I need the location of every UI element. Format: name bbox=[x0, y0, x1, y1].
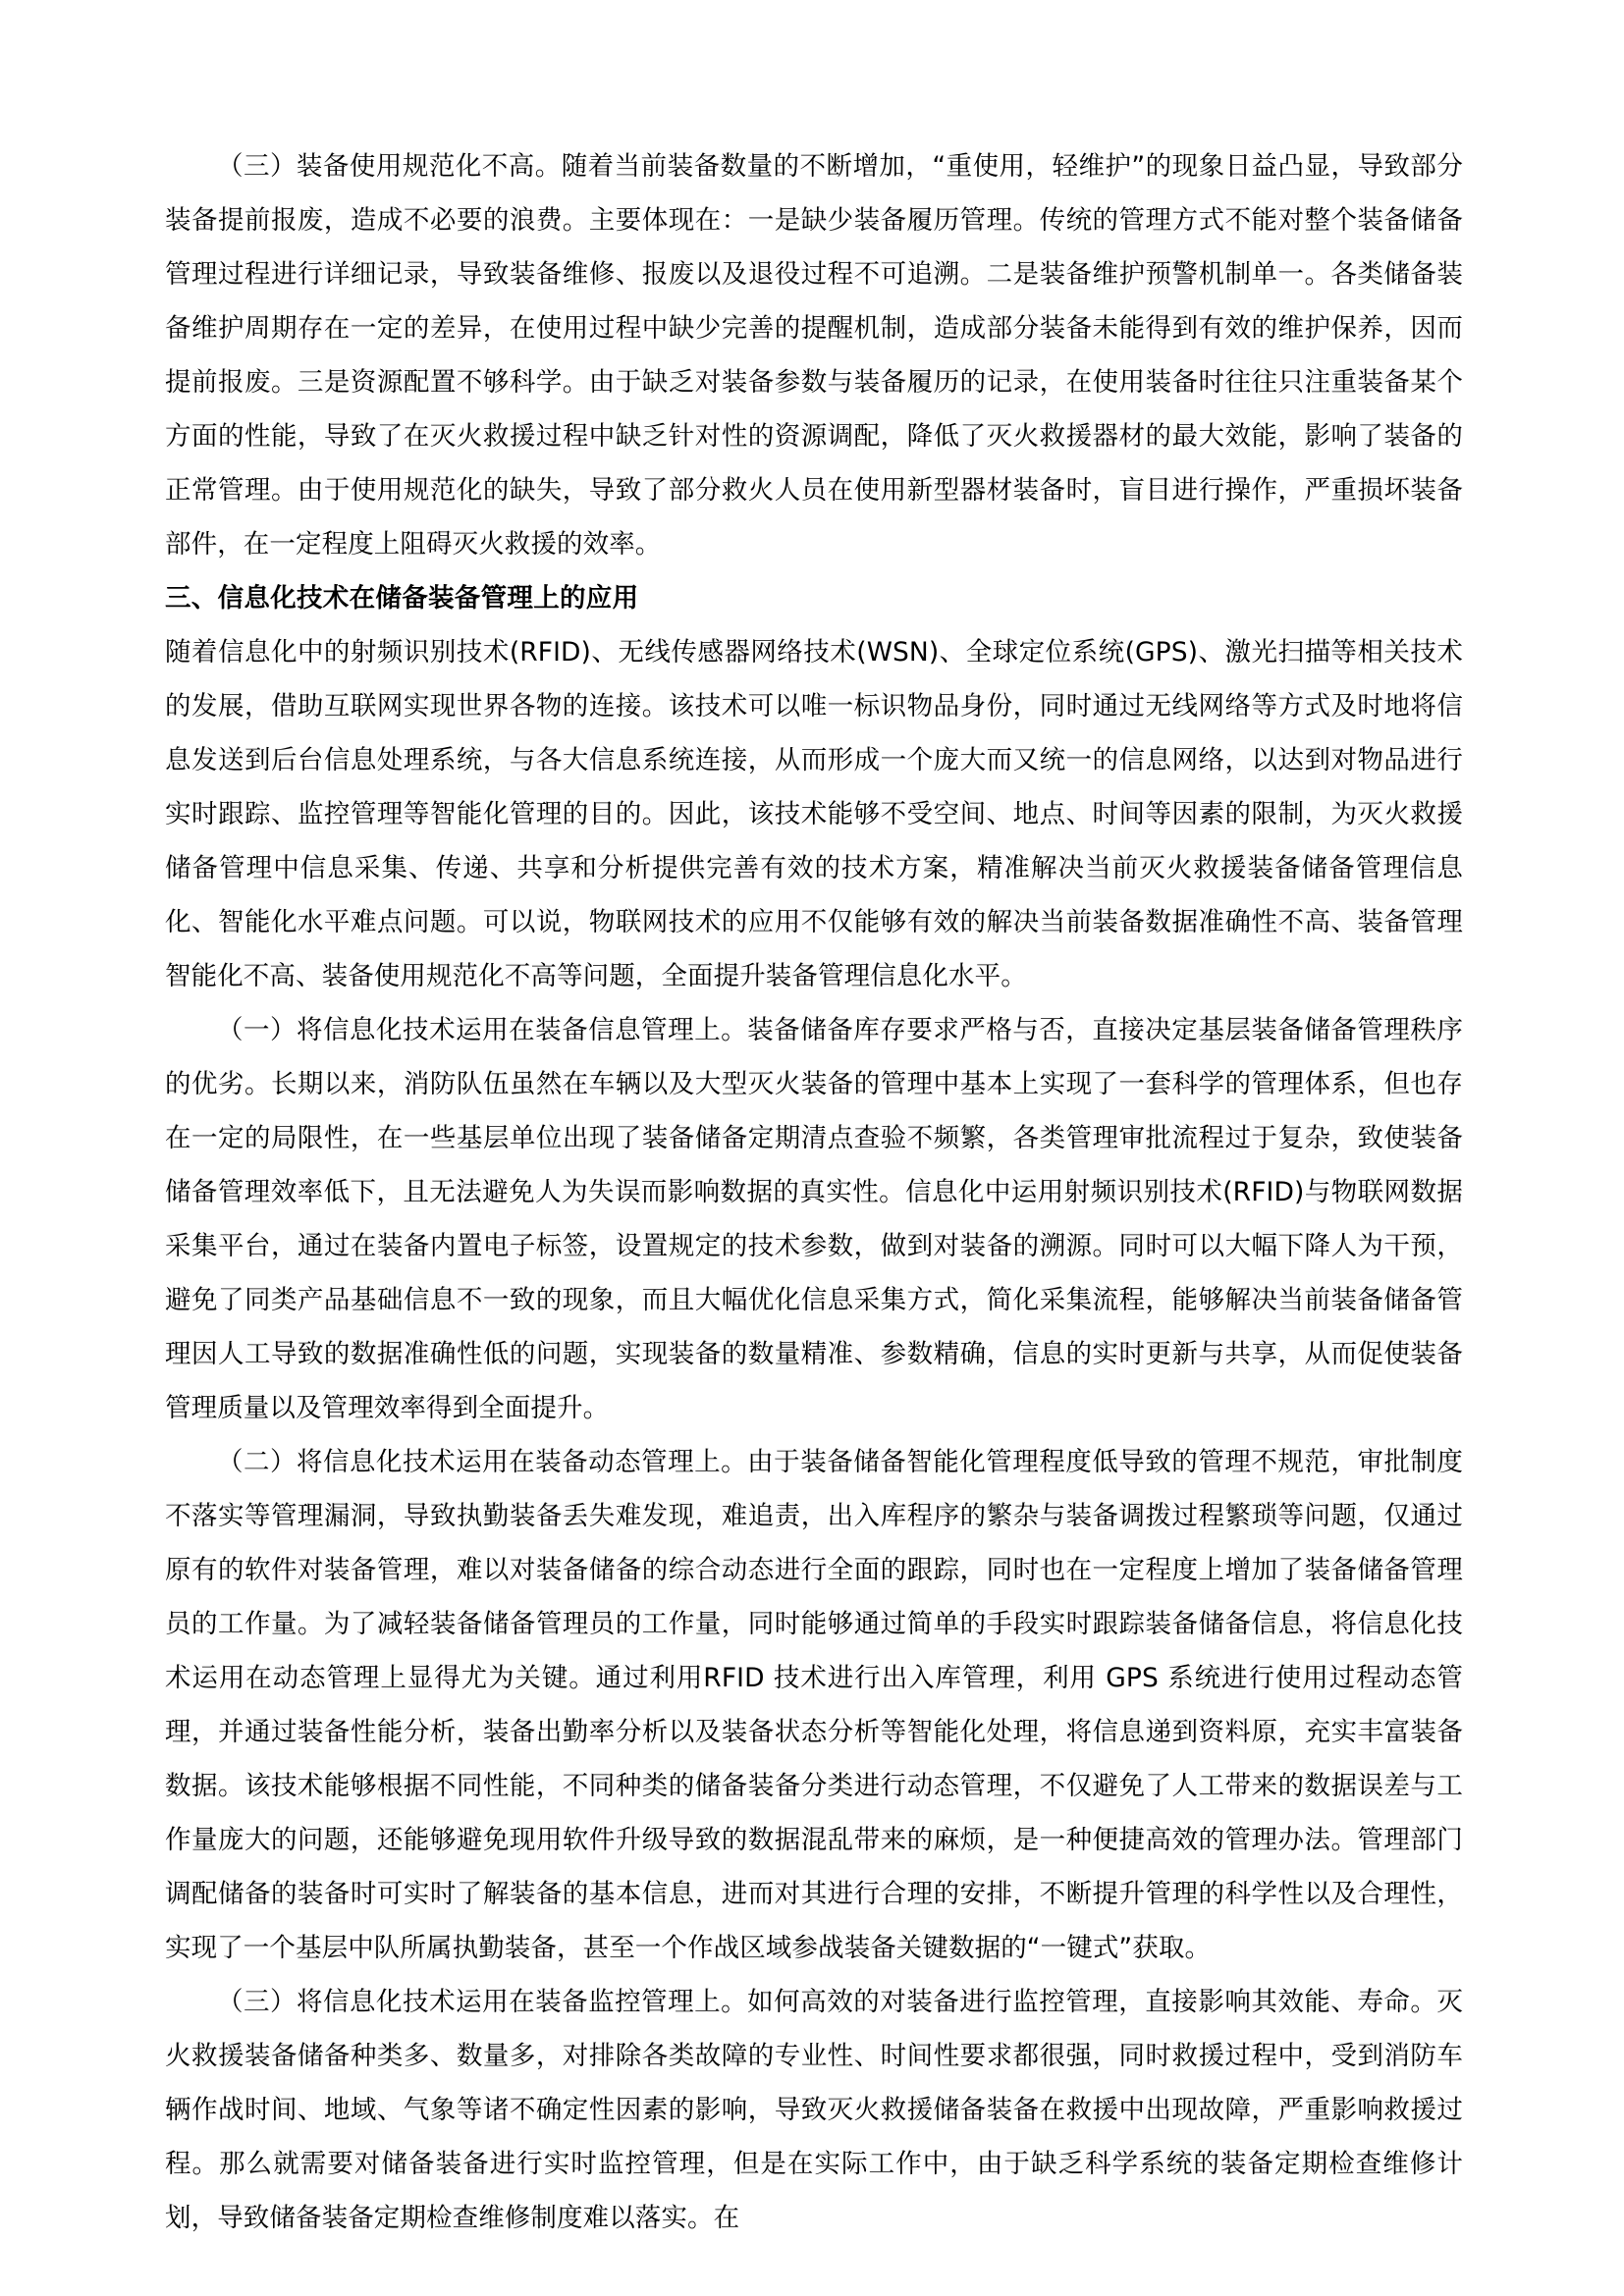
paragraph-sub-one-info-management: （一）将信息化技术运用在装备信息管理上。装备储备库存要求严格与否，直接决定基层装备储备管理秩序的优劣。长期以来，消防队伍虽然在车辆以及大型灭火装备的管理中基本上实现了一套科学的管理体系，但也存在一定的局限性，在一些基层单位出现了装备储备定期清点查验不频繁，各类管理审批流程过于复杂，致使装备储备管理效率低下，且无法避免人为失误而影响数据的真实性。信息化中运用射频识别技术(RFID)与物联网数据采集平台，通过在装备内置电子标签，设置规定的技术参数，做到对装备的溯源。同时可以大幅下降人为干预，避免了同类产品基础信息不一致的现象，而且大幅优化信息采集方式，简化采集流程，能够解决当前装备储备管理因人工导致的数据准确性低的问题，实现装备的数量精准、参数精确，信息的实时更新与共享，从而促使装备管理质量以及管理效率得到全面提升。 bbox=[165, 1015, 1463, 1423]
paragraph-sub-two-dynamic-management: （二）将信息化技术运用在装备动态管理上。由于装备储备智能化管理程度低导致的管理不规范，审批制度不落实等管理漏洞，导致执勤装备丢失难发现，难追责，出入库程序的繁杂与装备调拨过程繁琐等问题，仅通过原有的软件对装备管理，难以对装备储备的综合动态进行全面的跟踪，同时也在一定程度上增加了装备储备管理员的工作量。为了减轻装备储备管理员的工作量，同时能够通过简单的手段实时跟踪装备储备信息，将信息化技术运用在动态管理上显得尤为关键。通过利用RFID 技术进行出入库管理，利用 GPS 系统进行使用过程动态管理，并通过装备性能分析，装备出勤率分析以及装备状态分析等智能化处理，将信息递到资料原，充实丰富装备数据。该技术能够根据不同性能，不同种类的储备装备分类进行动态管理，不仅避免了人工带来的数据误差与工作量庞大的问题，还能够避免现用软件升级导致的数据混乱带来的麻烦，是一种便捷高效的管理办法。管理部门调配储备的装备时可实时了解装备的基本信息，进而对其进行合理的安排，不断提升管理的科学性以及合理性，实现了一个基层中队所属执勤装备，甚至一个作战区域参战装备关键数据的“一键式”获取。 bbox=[165, 1447, 1463, 1963]
paragraph-equipment-usage: （三）装备使用规范化不高。随着当前装备数量的不断增加，“重使用，轻维护”的现象日益凸显，导致部分装备提前报废，造成不必要的浪费。主要体现在：一是缺少装备履历管理。传统的管理方式不能对整个装备储备管理过程进行详细记录，导致装备维修、报废以及退役过程不可追溯。二是装备维护预警机制单一。各类储备装备维护周期存在一定的差异，在使用过程中缺少完善的提醒机制，造成部分装备未能得到有效的维护保养，因而提前报废。三是资源配置不够科学。由于缺乏对装备参数与装备履历的记录，在使用装备时往往只注重装备某个方面的性能，导致了在灭火救援过程中缺乏针对性的资源调配，降低了灭火救援器材的最大效能，影响了装备的正常管理。由于使用规范化的缺失，导致了部分救火人员在使用新型器材装备时，盲目进行操作，严重损坏装备部件，在一定程度上阻碍灭火救援的效率。 bbox=[165, 151, 1463, 560]
document-body bbox=[165, 139, 1463, 2245]
paragraph-iot-intro: 随着信息化中的射频识别技术(RFID)、无线传感器网络技术(WSN)、全球定位系统(GPS)、激光扫描等相关技术的发展，借助互联网实现世界各物的连接。该技术可以唯一标识物品身份，同时通过无线网络等方式及时地将信息发送到后台信息处理系统，与各大信息系统连接，从而形成一个庞大而又统一的信息网络，以达到对物品进行实时跟踪、监控管理等智能化管理的目的。因此，该技术能够不受空间、地点、时间等因素的限制，为灭火救援储备管理中信息采集、传递、共享和分析提供完善有效的技术方案，精准解决当前灭火救援装备储备管理信息化、智能化水平难点问题。可以说，物联网技术的应用不仅能够有效的解决当前装备数据准确性不高、装备管理智能化不高、装备使用规范化不高等问题，全面提升装备管理信息化水平。 bbox=[165, 637, 1463, 991]
heading-section-three: 三、信息化技术在储备装备管理上的应用 bbox=[165, 583, 639, 614]
paragraph-sub-three-monitoring-management: （三）将信息化技术运用在装备监控管理上。如何高效的对装备进行监控管理，直接影响其效能、寿命。灭火救援装备储备种类多、数量多，对排除各类故障的专业性、时间性要求都很强，同时救援过程中，受到消防车辆作战时间、地域、气象等诸不确定性因素的影响，导致灭火救援储备装备在救援中出现故障，严重影响救援过程。那么就需要对储备装备进行实时监控管理，但是在实际工作中，由于缺乏科学系统的装备定期检查维修计划，导致储备装备定期检查维修制度难以落实。在 bbox=[165, 1987, 1463, 2233]
